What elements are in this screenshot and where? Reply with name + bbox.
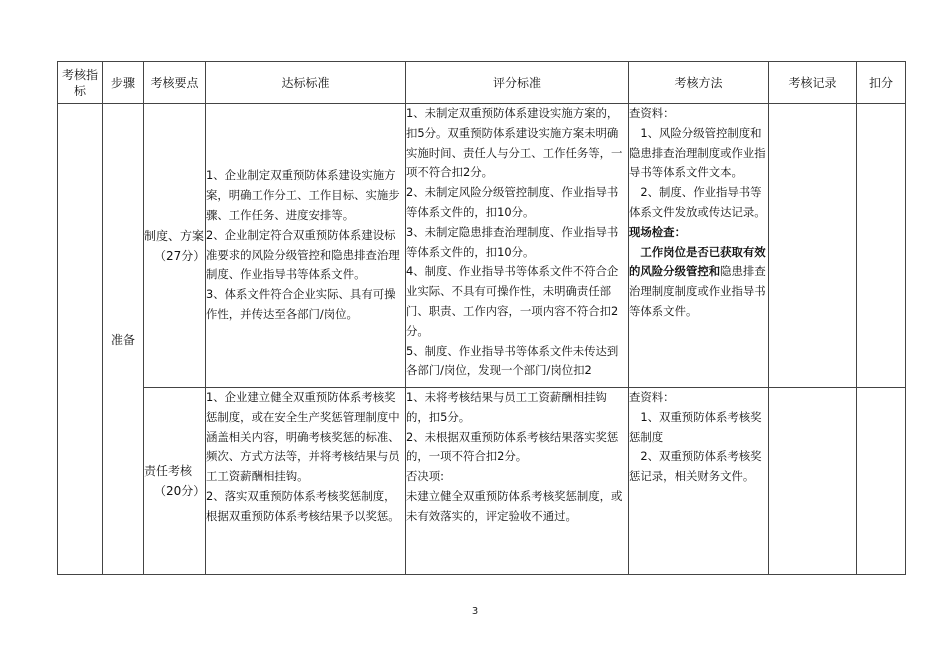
- scoring-item: 5、制度、作业指导书等体系文件未传达到各部门/岗位，发现一个部门/岗位扣2: [406, 343, 619, 378]
- key-point-score: （20分）: [154, 484, 206, 498]
- standard-item: 2、落实双重预防体系考核奖惩制度，根据双重预防体系考核结果予以奖惩。: [206, 488, 400, 523]
- standard-cell: [206, 104, 406, 388]
- table-row: [58, 388, 906, 575]
- key-point-cell: [144, 388, 206, 575]
- standard-item: 1、企业建立健全双重预防体系考核奖惩制度，或在安全生产奖惩管理制度中涵盖相关内容，明确考核奖惩的标准、频次、方式方法等，并将考核结果与员工工资薪酬相挂钩。: [206, 390, 400, 484]
- scoring-item: 4、制度、作业指导书等体系文件不符合企业实际、不具有可操作性，未明确责任部门、职责、工作内容，一项内容不符合扣2分。: [406, 264, 619, 338]
- veto-label: 否决项:: [406, 469, 445, 484]
- scoring-item: 1、未将考核结果与员工工资薪酬相挂钩的，扣5分。: [406, 390, 607, 424]
- scoring-item: 3、未制定隐患排查治理制度、作业指导书等体系文件的，扣10分。: [406, 224, 619, 259]
- deduction-cell: [857, 388, 906, 575]
- page-number: 3: [471, 606, 479, 617]
- step-cell: 准备: [103, 104, 144, 575]
- standard-item: 1、企业制定双重预防体系建设实施方案，明确工作分工、工作目标、实施步骤、工作任务、进度安排等。: [206, 168, 400, 222]
- scoring-cell: [406, 388, 629, 575]
- header-record: 考核记录: [769, 62, 857, 104]
- table-row: [58, 104, 906, 388]
- method-label: 查资料：: [629, 390, 675, 404]
- method-label: 查资料：: [629, 106, 675, 120]
- standard-item: 3、体系文件符合企业实际、具有可操作性，并传达至各部门/岗位。: [206, 287, 396, 321]
- method-cell: [629, 388, 769, 575]
- key-point-score: （27分）: [154, 248, 206, 263]
- key-point-title: 责任考核: [144, 464, 193, 478]
- method-label: 现场检查：: [629, 224, 686, 239]
- scoring-cell: [406, 104, 629, 388]
- method-cell: [629, 104, 769, 388]
- header-scoring: 评分标准: [406, 62, 629, 104]
- header-standard: 达标标准: [206, 62, 406, 104]
- header-method: 考核方法: [629, 62, 769, 104]
- method-item: 1、风险分级管控制度和隐患排查治理制度或作业指导书等体系文件文本。: [629, 125, 766, 180]
- method-check-bold: 工作岗位是否已获取有效的风险分级管控和: [629, 244, 766, 279]
- header-deduction: 扣分: [857, 62, 906, 104]
- method-check-rest: 隐患排查治理制度制度或作业指导书等体系文件。: [629, 264, 766, 318]
- key-point-cell: [144, 104, 206, 388]
- method-item: 1、双重预防体系考核奖惩制度: [629, 409, 762, 444]
- deduction-cell: [857, 104, 906, 388]
- scoring-item: 1、未制定双重预防体系建设实施方案的，扣5分。双重预防体系建设实施方案未明确实施时间、责任人与分工、工作任务等，一项不符合扣2分。: [406, 106, 623, 180]
- header-step: 步骤: [103, 62, 144, 104]
- header-indicator: 考核指标: [58, 62, 103, 104]
- scoring-item: 2、未制定风险分级管控制度、作业指导书等体系文件的，扣10分。: [406, 185, 619, 219]
- veto-text: 未建立健全双重预防体系考核奖惩制度，或未有效落实的，评定验收不通过。: [406, 488, 623, 523]
- key-point-title: 制度、方案: [144, 228, 205, 243]
- header-key-point: 考核要点: [144, 62, 206, 104]
- scoring-item: 2、未根据双重预防体系考核结果落实奖惩的，一项不符合扣2分。: [406, 429, 619, 464]
- record-cell: [769, 388, 857, 575]
- standard-cell: [206, 388, 406, 575]
- header-row: [58, 62, 906, 104]
- method-item: 2、制度、作业指导书等体系文件发放或传达记录。: [629, 185, 766, 219]
- method-check: [629, 243, 768, 322]
- method-item: 2、双重预防体系考核奖惩记录，相关财务文件。: [629, 449, 762, 484]
- record-cell: [769, 104, 857, 388]
- indicator-cell: [58, 104, 103, 575]
- assessment-table: [57, 61, 906, 575]
- standard-item: 2、企业制定符合双重预防体系建设标准要求的风险分级管控和隐患排查治理制度、作业指导书等体系文件。: [206, 227, 400, 282]
